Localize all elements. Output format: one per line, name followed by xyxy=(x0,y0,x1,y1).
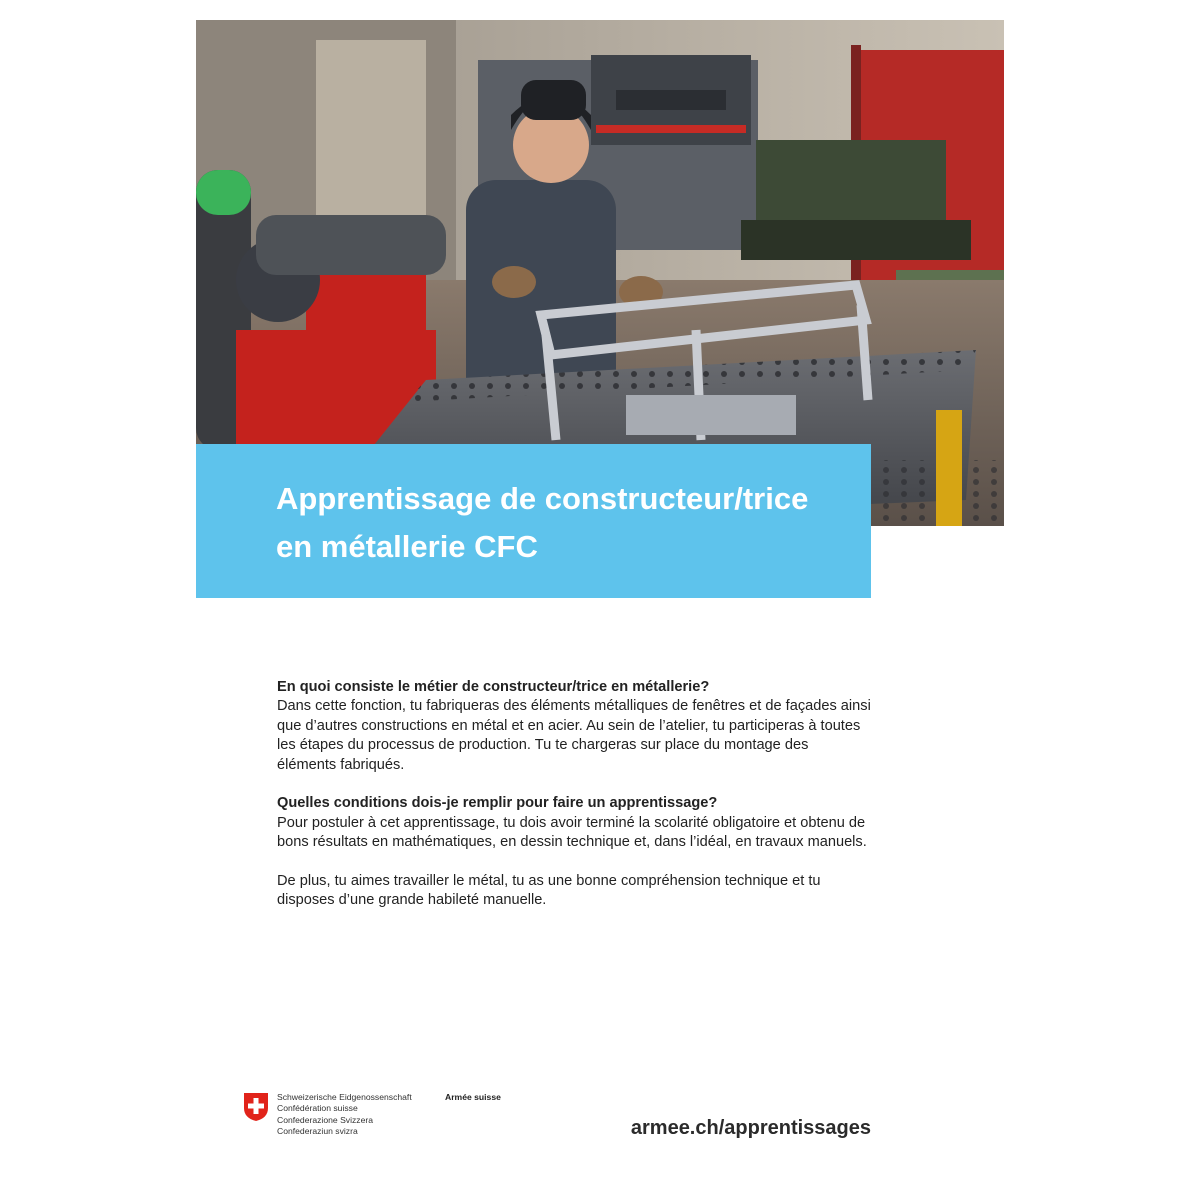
title-band xyxy=(196,444,871,598)
section-1 xyxy=(277,678,871,775)
section-question: Quelles conditions dois-je remplir pour faire un apprentissage? xyxy=(277,795,718,812)
department-name: Armée suisse xyxy=(445,1092,501,1102)
section-3 xyxy=(277,872,871,911)
lang-it: Confederazione Svizzera xyxy=(277,1114,374,1125)
section-question: En quoi consiste le métier de constructeur/trice en métallerie? xyxy=(277,679,710,695)
swiss-cross-icon xyxy=(243,1092,269,1122)
lang-de: Schweizerische Eidgenossenschaft xyxy=(277,1092,412,1102)
lang-fr: Confédération suisse xyxy=(277,1103,358,1114)
section-answer: Dans cette fonction, tu fabriqueras des éléments métalliques de fenêtres et de façades ainsi que d’autres constructions en métal et en acier. Au sein de l’atelier, tu participeras à toutes les étapes du processus de production. Tu te chargeras sur place du montage des éléments fabriqués. xyxy=(277,698,871,773)
page-title xyxy=(276,475,856,571)
website-link[interactable]: armee.ch/apprentissages xyxy=(630,1117,871,1139)
body-content xyxy=(277,678,871,930)
section-answer: Pour postuler à cet apprentissage, tu dois avoir terminé la scolarité obligatoire et obtenu de bons résultats en mathématiques, en dessin technique et, dans l’idéal, en travaux manuels. xyxy=(277,814,867,851)
section-answer: De plus, tu aimes travailler le métal, tu as une bonne compréhension technique et tu disposes d’une grande habileté manuelle. xyxy=(277,873,821,909)
section-2 xyxy=(277,794,871,852)
lang-rm: Confederaziun svizra xyxy=(277,1126,358,1137)
confederation-names xyxy=(277,1092,447,1138)
title-line-2: en métallerie CFC xyxy=(276,529,538,564)
title-line-1: Apprentissage de constructeur/trice xyxy=(276,481,809,516)
